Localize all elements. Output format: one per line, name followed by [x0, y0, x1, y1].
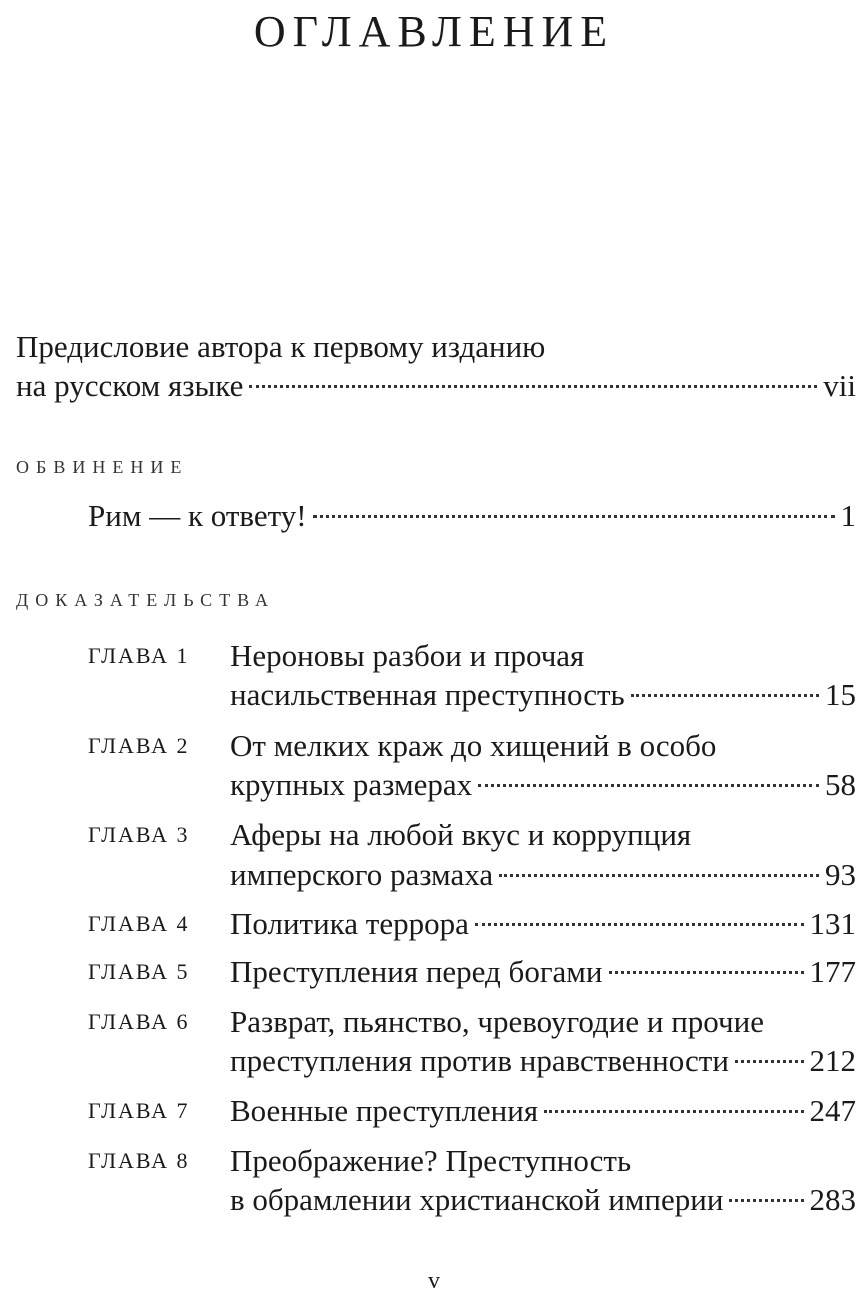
toc-entry-chapter-7[interactable] — [230, 1091, 856, 1131]
chapter-label: ГЛАВА 4 — [88, 911, 190, 936]
page-number: 58 — [825, 767, 856, 802]
page-number: 1 — [840, 498, 856, 533]
preface-entry[interactable] — [16, 366, 856, 406]
dot-leader — [475, 923, 804, 926]
dot-leader — [499, 874, 819, 877]
section-heading-accusation: ОБВИНЕНИЕ — [16, 457, 189, 477]
dot-leader — [609, 971, 804, 974]
page-number: 15 — [825, 677, 856, 712]
toc-entry-chapter-1[interactable] — [230, 675, 856, 715]
dot-leader — [478, 784, 819, 787]
chapter-title-line: преступления против нравственности — [230, 1043, 729, 1078]
chapter-label: ГЛАВА 1 — [88, 643, 190, 668]
chapter-title-line: Аферы на любой вкус и коррупция — [230, 817, 692, 852]
chapter-label: ГЛАВА 8 — [88, 1148, 190, 1173]
page-number: 283 — [809, 1182, 856, 1217]
chapter-title-line: Нероновы разбои и прочая — [230, 638, 585, 673]
chapter-title-line: имперского размаха — [230, 857, 494, 892]
chapter-title-line: Преступления перед богами — [230, 954, 603, 989]
dot-leader — [544, 1110, 803, 1113]
page-number: 212 — [809, 1043, 856, 1078]
page-number: 247 — [809, 1093, 856, 1128]
chapter-label: ГЛАВА 7 — [88, 1098, 190, 1123]
page-number: vii — [823, 368, 856, 403]
footer-page-number: v — [428, 1268, 440, 1294]
page-title: ОГЛАВЛЕНИЕ — [253, 7, 615, 56]
chapter-label: ГЛАВА 3 — [88, 822, 190, 847]
toc-entry-chapter-8[interactable] — [230, 1180, 856, 1220]
toc-entry-chapter-4[interactable] — [230, 904, 856, 944]
preface-line-2: на русском языке — [16, 368, 244, 403]
dot-leader — [729, 1199, 803, 1202]
chapter-title-line: насильственная преступность — [230, 677, 625, 712]
dot-leader — [631, 694, 819, 697]
chapter-label: ГЛАВА 5 — [88, 959, 190, 984]
toc-entry-rome[interactable] — [88, 496, 856, 536]
chapter-title-line: крупных размерах — [230, 767, 473, 802]
toc-entry-chapter-2[interactable] — [230, 765, 856, 805]
dot-leader — [249, 385, 817, 388]
toc-entry-chapter-3[interactable] — [230, 855, 856, 895]
entry-title: Рим — к ответу! — [88, 498, 307, 533]
page-number: 177 — [809, 954, 856, 989]
chapter-title-line: От мелких краж до хищений в особо — [230, 728, 717, 763]
section-heading-evidence: ДОКАЗАТЕЛЬСТВА — [16, 590, 275, 610]
chapter-title-line: Политика террора — [230, 906, 469, 941]
chapter-title-line: Военные преступления — [230, 1093, 539, 1128]
chapter-title-line: Преображение? Преступность — [230, 1143, 632, 1178]
page-number: 131 — [809, 906, 856, 941]
chapter-title-line: в обрамлении христианской империи — [230, 1182, 724, 1217]
preface-line-1: Предисловие автора к первому изданию — [16, 329, 546, 364]
chapter-label: ГЛАВА 6 — [88, 1009, 190, 1034]
chapter-label: ГЛАВА 2 — [88, 733, 190, 758]
toc-entry-chapter-5[interactable] — [230, 952, 856, 992]
dot-leader — [735, 1060, 804, 1063]
chapter-title-line: Разврат, пьянство, чревоугодие и прочие — [230, 1004, 764, 1039]
dot-leader — [313, 515, 835, 518]
toc-entry-chapter-6[interactable] — [230, 1041, 856, 1081]
page-number: 93 — [825, 857, 856, 892]
